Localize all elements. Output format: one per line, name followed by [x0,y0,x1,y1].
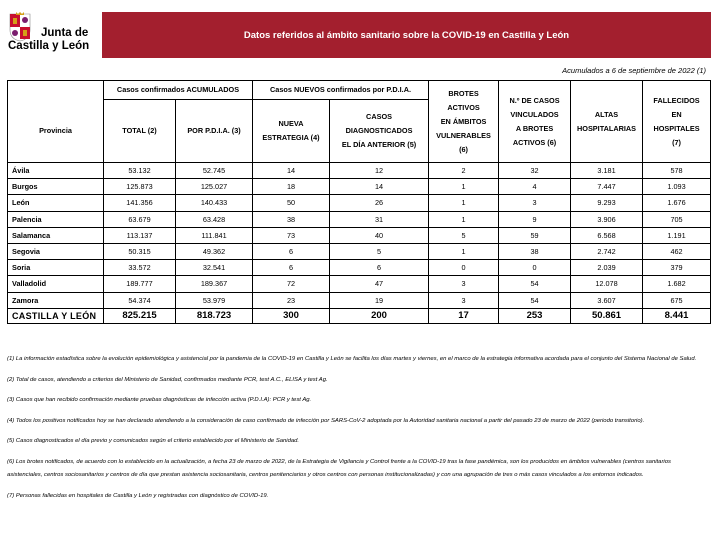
cell-pdia: 111.841 [176,227,253,243]
header-deaths: FALLECIDOS EN HOSPITALES (7) [643,81,711,163]
footnote: (6) Los brotes notificados, de acuerdo con lo establecido en la actualización, a fecha 23 de marzo de 2022, de la Estrategia de Vigilancia y Control frente a la COVID-19 tras la fase pandémica, son los producidos en ámbitos vulnerables (centros sanitarios asistenciales, centros sociosanitarios y centros de día que prestan asistencia sociosanitaria, centros penitenciarios y otros centros con personas institucionalizadas) y con una agrupación de tres o más casos vinculados a los entornos indicados. [7,458,671,478]
table-row [8,292,711,308]
cell-new-strategy: 50 [253,195,330,211]
cell-total: 113.137 [104,227,176,243]
cell-deaths: 705 [643,211,711,227]
cell-prev-day: 12 [330,163,429,179]
title-banner: Datos referidos al ámbito sanitario sobre la COVID-19 en Castilla y León [102,12,711,58]
header-discharges: ALTAS HOSPITALARIAS [571,81,643,163]
cell-discharges: 3.906 [571,211,643,227]
cell-total: 125.873 [104,179,176,195]
table-row [8,163,711,179]
cell-total: 825.215 [104,308,176,323]
cell-province: Palencia [8,211,104,227]
cell-new-strategy: 18 [253,179,330,195]
cell-prev-day: 26 [330,195,429,211]
cell-deaths: 1.191 [643,227,711,243]
junta-logo [8,12,100,60]
cell-total: 63.679 [104,211,176,227]
footnote: (2) Total de casos, atendiendo a criterios del Ministerio de Sanidad, confirmados mediante PCR, test A.C., ELISA y test Ag. [7,376,328,383]
total-row [8,308,711,323]
header-linked-cases: N.º DE CASOS VINCULADOS A BROTES ACTIVOS (6) [499,81,571,163]
table-row [8,227,711,243]
cell-outbreaks: 5 [429,227,499,243]
cell-province: Segovia [8,243,104,259]
logo-line-2: Castilla y León [8,40,90,52]
header-outbreaks: BROTES ACTIVOS EN ÁMBITOS VULNERABLES (6) [429,81,499,163]
table-row [8,211,711,227]
header-group-accumulated: Casos confirmados ACUMULADOS [104,81,253,100]
cell-pdia: 189.367 [176,276,253,292]
cell-outbreaks: 17 [429,308,499,323]
cell-discharges: 12.078 [571,276,643,292]
cell-pdia: 63.428 [176,211,253,227]
header-group-row [8,81,711,100]
cell-outbreaks: 0 [429,260,499,276]
table-row [8,179,711,195]
header-group-new: Casos NUEVOS confirmados por P.D.I.A. [253,81,429,100]
cell-new-strategy: 300 [253,308,330,323]
cell-pdia: 49.362 [176,243,253,259]
cell-province: Salamanca [8,227,104,243]
cell-linked: 32 [499,163,571,179]
cell-pdia: 53.979 [176,292,253,308]
cell-discharges: 6.568 [571,227,643,243]
cell-outbreaks: 1 [429,195,499,211]
cell-pdia: 52.745 [176,163,253,179]
cell-province: Valladolid [8,276,104,292]
header-pdia: POR P.D.I.A. (3) [176,100,253,163]
cell-new-strategy: 38 [253,211,330,227]
cell-deaths: 1.676 [643,195,711,211]
cell-deaths: 578 [643,163,711,179]
cell-prev-day: 31 [330,211,429,227]
cell-linked: 54 [499,276,571,292]
cell-linked: 3 [499,195,571,211]
cell-prev-day: 47 [330,276,429,292]
cell-outbreaks: 3 [429,276,499,292]
footnote: (4) Todos los positivos notificados hoy se han declarado atendiendo a la consideración de caso confirmado de infección por SARS-CoV-2 adoptada por la Autoridad sanitaria nacional a partir del pasado 23 de marzo de 2022 (periodo transitorio). [7,417,645,424]
cell-total: 54.374 [104,292,176,308]
cell-pdia: 140.433 [176,195,253,211]
cell-new-strategy: 72 [253,276,330,292]
page-header [0,0,714,62]
cell-linked: 4 [499,179,571,195]
cell-pdia: 125.027 [176,179,253,195]
cell-province: Zamora [8,292,104,308]
table-row [8,243,711,259]
cell-prev-day: 40 [330,227,429,243]
cell-linked: 0 [499,260,571,276]
cell-linked: 9 [499,211,571,227]
cell-new-strategy: 14 [253,163,330,179]
cell-prev-day: 19 [330,292,429,308]
accumulated-date-note: Acumulados a 6 de septiembre de 2022 (1) [562,66,706,75]
header-new-strategy: NUEVA ESTRATEGIA (4) [253,100,330,163]
cell-outbreaks: 1 [429,179,499,195]
cell-deaths: 379 [643,260,711,276]
cell-outbreaks: 2 [429,163,499,179]
cell-linked: 54 [499,292,571,308]
cell-province: Soria [8,260,104,276]
logo-line-1: Junta de [41,27,89,39]
cell-outbreaks: 1 [429,211,499,227]
header-province: Provincia [8,100,104,163]
cell-linked: 59 [499,227,571,243]
header-prev-day: CASOS DIAGNOSTICADOS EL DÍA ANTERIOR (5) [330,100,429,163]
cell-total: 50.315 [104,243,176,259]
cell-new-strategy: 23 [253,292,330,308]
table-body [8,163,711,324]
cell-total: 33.572 [104,260,176,276]
cell-deaths: 1.682 [643,276,711,292]
cell-province: CASTILLA Y LEÓN [8,308,104,323]
cell-discharges: 50.861 [571,308,643,323]
footnote: (7) Personas fallecidas en hospitales de Castilla y León y registradas con diagnóstico de COVID-19. [7,492,269,499]
cell-province: Ávila [8,163,104,179]
cell-new-strategy: 6 [253,243,330,259]
cell-deaths: 1.093 [643,179,711,195]
footnote: (1) La información estadística sobre la evolución epidemiológica y asistencial por la pandemia de la COVID-19 en Castilla y León se facilita los días martes y viernes, en el marco de la estrategia informativa acordada para el conjunto del Sistema Nacional de Salud. [7,356,697,362]
cell-deaths: 675 [643,292,711,308]
cell-discharges: 2.742 [571,243,643,259]
cell-new-strategy: 73 [253,227,330,243]
header-empty [8,81,104,100]
cell-prev-day: 6 [330,260,429,276]
cell-linked: 253 [499,308,571,323]
cell-linked: 38 [499,243,571,259]
cell-deaths: 8.441 [643,308,711,323]
cell-discharges: 9.293 [571,195,643,211]
cell-province: Burgos [8,179,104,195]
cell-outbreaks: 3 [429,292,499,308]
cell-discharges: 2.039 [571,260,643,276]
footnotes [7,353,707,510]
cell-deaths: 462 [643,243,711,259]
coat-of-arms-icon [8,12,32,42]
cell-province: León [8,195,104,211]
cell-total: 189.777 [104,276,176,292]
cell-discharges: 3.181 [571,163,643,179]
logo-wordmark [8,27,90,53]
cell-outbreaks: 1 [429,243,499,259]
footnote: (3) Casos que han recibido confirmación mediante pruebas diagnósticas de infección activa (P.D.I.A): PCR y test Ag. [7,397,312,403]
cell-total: 141.356 [104,195,176,211]
cell-prev-day: 14 [330,179,429,195]
table-row [8,195,711,211]
cell-total: 53.132 [104,163,176,179]
cell-discharges: 7.447 [571,179,643,195]
cell-prev-day: 200 [330,308,429,323]
covid-data-table [7,80,711,324]
cell-pdia: 32.541 [176,260,253,276]
table-row [8,260,711,276]
cell-new-strategy: 6 [253,260,330,276]
footnote: (5) Casos diagnosticados el día previo y comunicados según el criterio establecido por el Ministerio de Sanidad. [7,438,300,444]
header-total: TOTAL (2) [104,100,176,163]
cell-prev-day: 5 [330,243,429,259]
table-row [8,276,711,292]
cell-discharges: 3.607 [571,292,643,308]
cell-pdia: 818.723 [176,308,253,323]
